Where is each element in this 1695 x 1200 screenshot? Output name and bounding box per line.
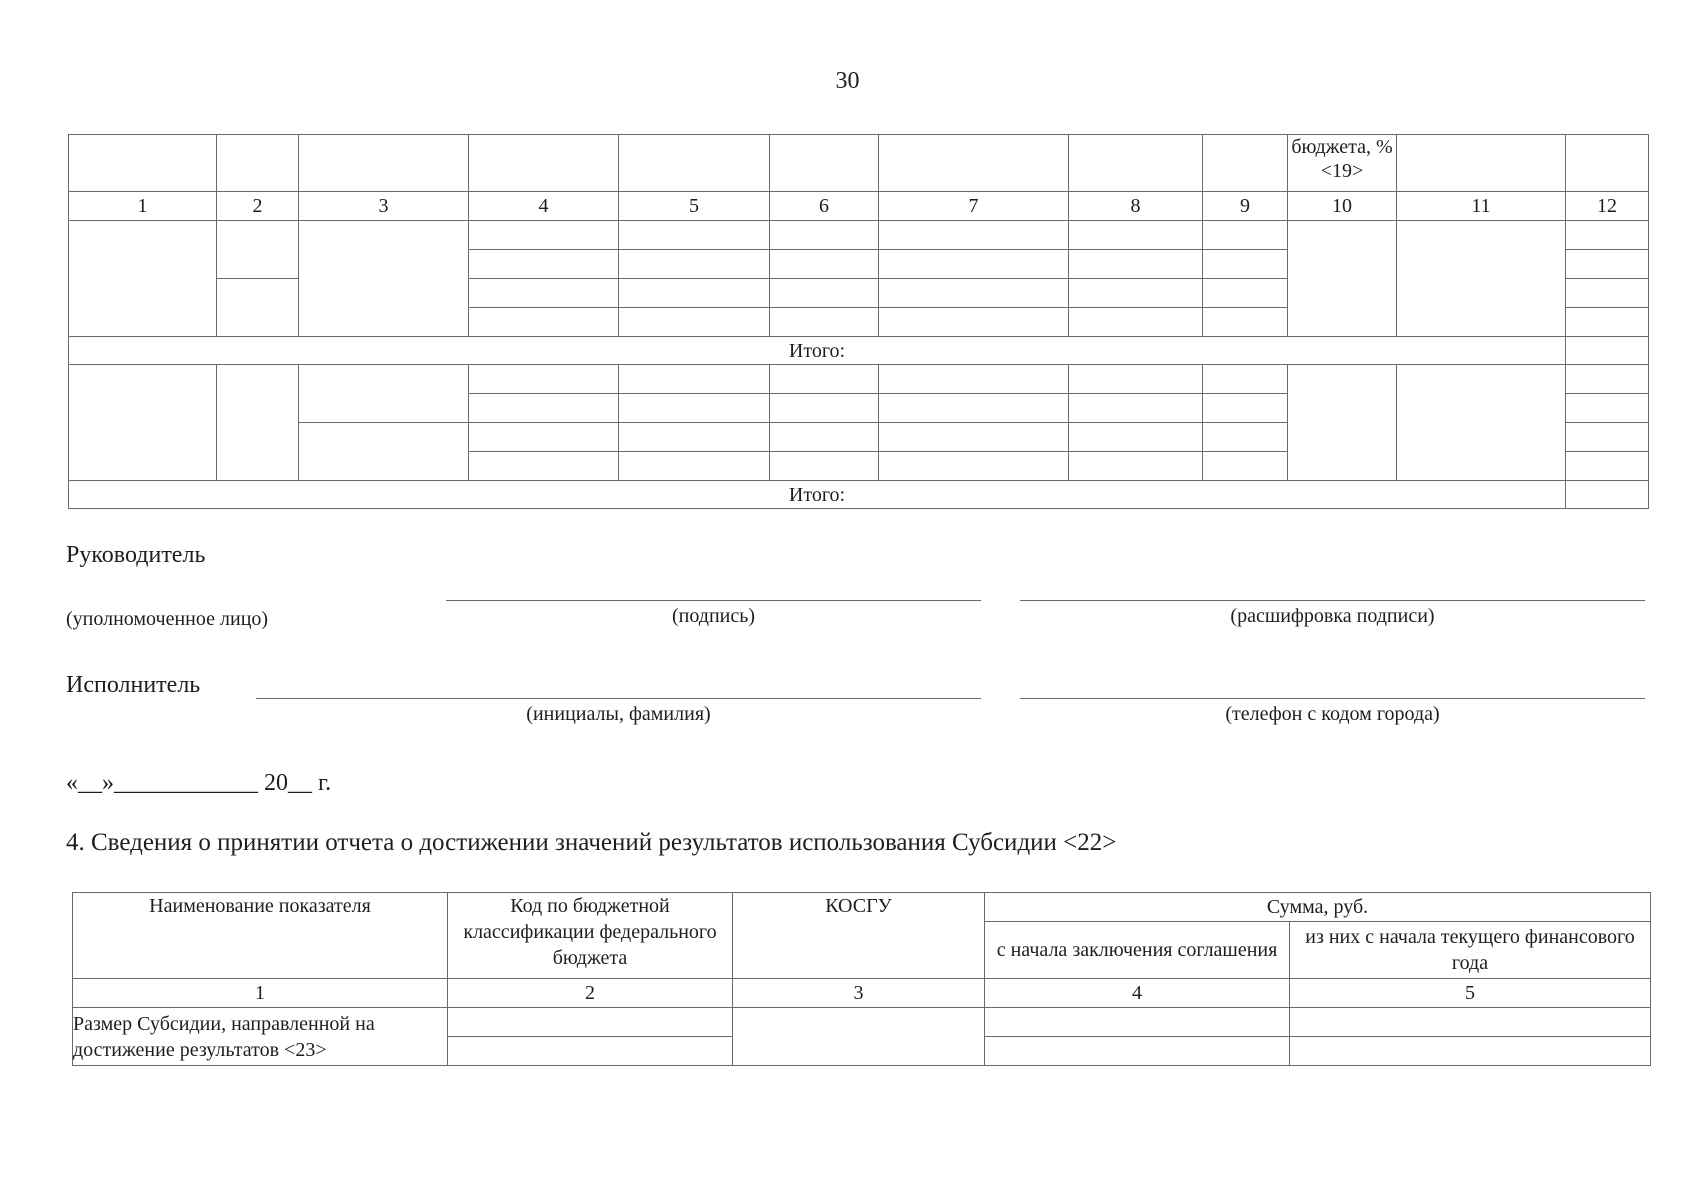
table-header-row xyxy=(73,893,1651,922)
executor-label: Исполнитель xyxy=(66,672,201,698)
signature-caption: (подпись) xyxy=(671,605,756,627)
table-row xyxy=(69,221,1649,250)
phone-line[interactable] xyxy=(1020,698,1645,699)
total-row xyxy=(69,337,1649,365)
table-row xyxy=(73,1008,1651,1037)
column-number: 3 xyxy=(299,192,469,221)
initials-caption: (инициалы, фамилия) xyxy=(526,703,711,725)
table-row xyxy=(69,365,1649,394)
head-label: Руководитель xyxy=(66,542,206,568)
report-acceptance-table xyxy=(72,892,1651,1066)
column-number: 12 xyxy=(1566,192,1649,221)
header-sum: Сумма, руб. xyxy=(985,893,1651,922)
column-number: 4 xyxy=(985,979,1290,1008)
header-cell-budget-percent: бюджета, % <19> xyxy=(1288,135,1397,192)
signature-line[interactable] xyxy=(446,600,981,601)
column-number: 1 xyxy=(69,192,217,221)
total-row xyxy=(69,481,1649,509)
column-number: 10 xyxy=(1288,192,1397,221)
signature-decode-line[interactable] xyxy=(1020,600,1645,601)
column-number: 8 xyxy=(1069,192,1203,221)
column-number: 1 xyxy=(73,979,448,1008)
date-line: «__»____________ 20__ г. xyxy=(66,770,332,796)
column-number: 5 xyxy=(1290,979,1651,1008)
row-label-subsidy: Размер Субсидии, направленной на достижение результатов <23> xyxy=(73,1008,448,1066)
page-number: 30 xyxy=(835,68,860,94)
column-number-row xyxy=(73,979,1651,1008)
decode-caption: (расшифровка подписи) xyxy=(1230,605,1435,627)
column-number: 2 xyxy=(448,979,733,1008)
column-number: 6 xyxy=(770,192,879,221)
header-since-year: из них с начала текущего финансового года xyxy=(1290,922,1651,979)
executor-initials-line[interactable] xyxy=(256,698,981,699)
table-header-row xyxy=(69,135,1649,192)
column-number: 2 xyxy=(217,192,299,221)
header-since-agreement: с начала заключения соглашения xyxy=(985,922,1290,979)
column-number: 7 xyxy=(879,192,1069,221)
column-number: 4 xyxy=(469,192,619,221)
total-label: Итого: xyxy=(69,337,1566,365)
head-sublabel: (уполномоченное лицо) xyxy=(66,608,269,630)
column-number: 11 xyxy=(1397,192,1566,221)
results-table xyxy=(68,134,1649,509)
column-number: 9 xyxy=(1203,192,1288,221)
column-number: 5 xyxy=(619,192,770,221)
header-budget-code: Код по бюджетной классификации федерального бюджета xyxy=(448,893,733,979)
section-title: 4. Сведения о принятии отчета о достижении значений результатов использования Субсидии <22> xyxy=(66,829,1117,856)
phone-caption: (телефон с кодом города) xyxy=(1225,703,1440,725)
column-number: 3 xyxy=(733,979,985,1008)
header-indicator: Наименование показателя xyxy=(73,893,448,979)
header-kosgu: КОСГУ xyxy=(733,893,985,979)
total-label: Итого: xyxy=(69,481,1566,509)
column-number-row xyxy=(69,192,1649,221)
